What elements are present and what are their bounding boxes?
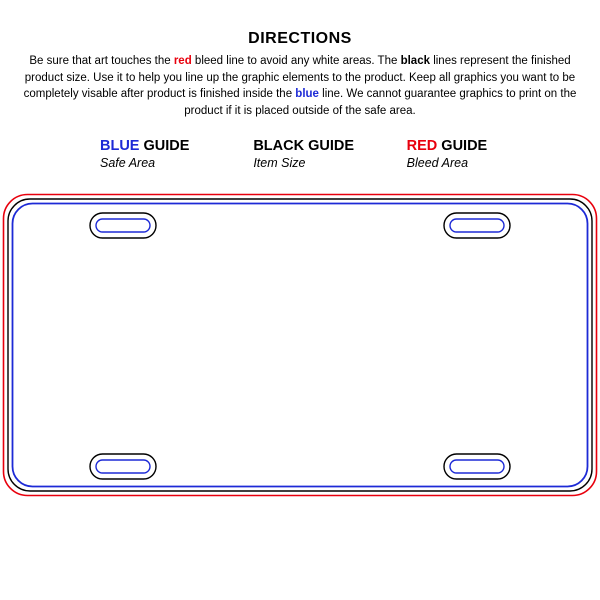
directions-line1-part2: bleed line to avoid any white areas. The	[191, 55, 401, 67]
directions-line3-part2: line. We cannot guarantee graphics to print on the	[318, 88, 577, 101]
directions-block	[0, 30, 600, 120]
mounting-slot-top-left	[90, 213, 156, 238]
legend-word-rest-black: GUIDE	[304, 138, 355, 154]
legend-sub-red: Bleed Area	[406, 156, 469, 170]
legend-item-blue	[100, 138, 213, 170]
safe-area-line-blue	[13, 204, 588, 487]
plate-diagram	[0, 186, 600, 504]
legend-title-black	[253, 138, 366, 154]
mounting-slot-bottom-left	[90, 454, 156, 479]
page-title: DIRECTIONS	[248, 30, 352, 47]
directions-line4: product if it is placed outside of the safe area.	[184, 105, 416, 118]
keyword-red: red	[173, 55, 192, 67]
legend-sub-black: Item Size	[253, 156, 306, 170]
directions-line1-part1: Be sure that art touches the	[29, 55, 174, 67]
directions-line2: product size. Use it to help you line up the graphic elements to the product. Keep all graphics you want to be	[24, 71, 576, 84]
legend-word-rest-blue: GUIDE	[139, 138, 190, 154]
keyword-blue: blue	[295, 88, 319, 101]
directions-text	[0, 53, 600, 120]
bleed-line-red	[4, 195, 597, 496]
directions-line3-part1: completely visable after product is finished inside the	[23, 88, 296, 101]
legend	[100, 138, 520, 170]
keyword-black: black	[400, 55, 430, 67]
legend-color-word-blue: BLUE	[100, 138, 140, 154]
legend-title-red	[407, 138, 520, 154]
legend-sub-blue: Safe Area	[100, 156, 156, 170]
legend-color-word-red: RED	[406, 138, 438, 154]
mounting-slot-top-right	[444, 213, 510, 238]
directions-line1-part3: lines represent the finished	[430, 55, 571, 67]
item-size-line-black	[8, 199, 592, 491]
mounting-slot-bottom-right	[444, 454, 510, 479]
legend-item-black	[253, 138, 366, 170]
legend-item-red	[407, 138, 520, 170]
legend-title-blue	[100, 138, 213, 154]
legend-word-rest-red: GUIDE	[437, 138, 488, 154]
legend-color-word-black: BLACK	[253, 138, 305, 154]
